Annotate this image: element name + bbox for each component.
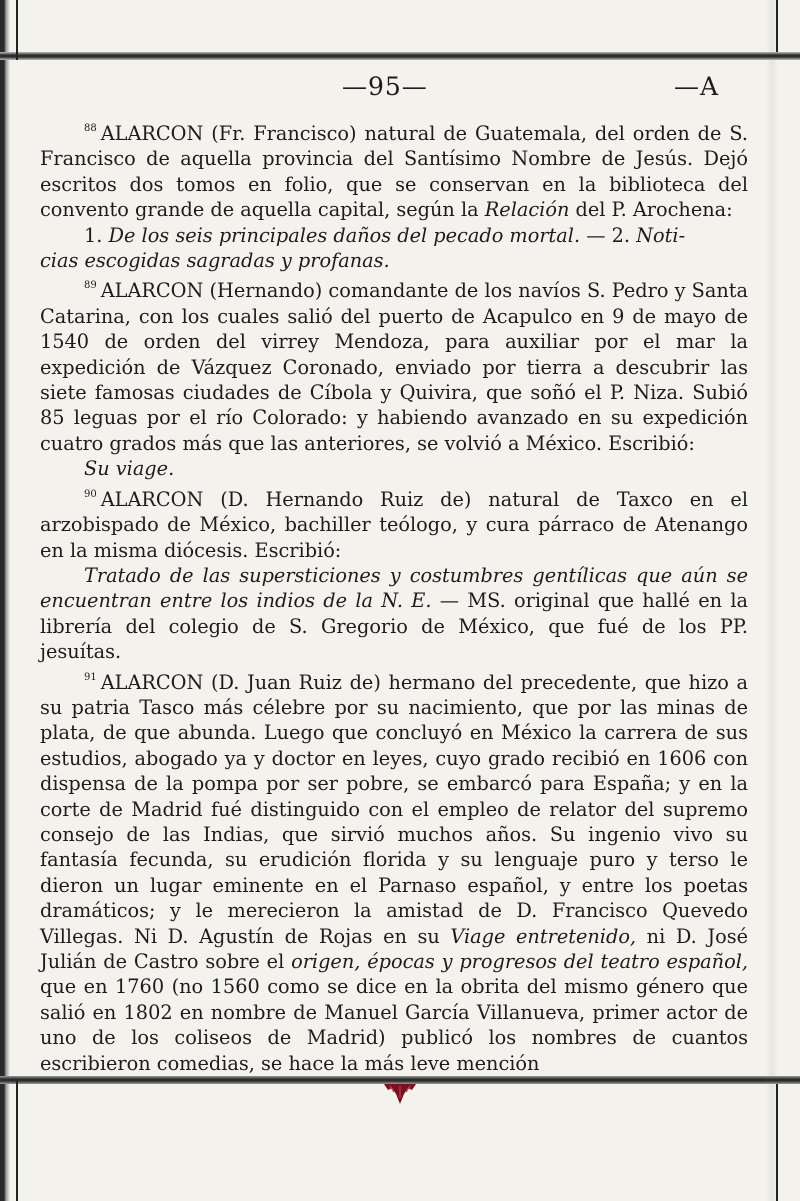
entry-90-work-tail: — MS. original que hallé en la librería del colegio de S. Gregorio de México, que fué de los PP. jesuítas. [40,589,748,664]
entry-90-work [40,563,748,665]
entry-number: 89 [84,280,97,292]
entry-88-works [40,223,748,274]
scan-edge-left [0,0,10,1201]
entry-88-works-sep: — 2. [580,223,637,247]
entry-number: 91 [84,671,97,683]
scan-edge-right [766,0,800,1201]
entry-88-work-2a: Noti- [636,223,686,247]
entry-89-text: ALARCON (Hernando) comandante de los navíos S. Pedro y Santa Catarina, con los cuales salió del puerto de Acapulco en 9 de mayo de 1540 de orden del virrey Mendoza, para auxiliar por el mar la expedición de Vázquez Coronado, enviado por tierra a descubrir las siete famosas ciudades de Cíbola y Quivira, que soñó el P. Niza. Subió 85 leguas por el río Colorado: y habiendo avanzado en su expedición cuatro grados más que las anteriores, se volvió a México. Escribió: [40,279,748,455]
entry-88-works-prefix: 1. [84,223,109,247]
scan-top-stub [16,0,18,60]
entry-88-line-3: Dejó escritos dos tomos en folio, que se conservan en la biblioteca del [40,147,748,196]
entry-91-text-1: ALARCON (D. Juan Ruiz de) hermano del precedente, que hizo a su patria Tasco más célebre por su nacimiento, que por las minas de plata, de que abunda. Luego que concluyó en México la carrera de sus estudios, abogado ya y doctor en leyes, cuyo grado recibió en 1606 con dispensa de la pompa por ser pobre, se embarcó para España; y en la corte de Madrid fué distinguido con el empleo de relator del supremo consejo de las Indias, que sirvió muchos años. Su ingenio vivo su fantasía fecunda, su erudición florida y su lenguaje puro y terso le dieron un lugar eminente en el Parnaso español, y entre los poetas dramáticos; y le merecieron la amistad de D. Francisco Quevedo Villegas. Ni D. Agustín de Rojas en su [40,670,748,948]
entry-88-line-2: de S. Francisco de aquella provincia del Santísimo Nombre de Jesús. [40,122,748,171]
page-body [40,116,748,1076]
entry-91-italic-2: origen, épocas y progresos del teatro español, [291,950,748,973]
entry-88-relacion: Relación [484,198,570,222]
entry-89 [40,273,748,456]
entry-90-text: ALARCON (D. Hernando Ruiz de) natural de Taxco en el arzobispado de México, bachiller teólogo, y cura párraco de Atenango en la misma diócesis. Escribió: [40,487,748,562]
entry-91-italic-1: Viage entretenido, [450,924,637,948]
library-seal-icon [382,1082,418,1106]
entry-89-work [40,456,748,481]
scan-bottom-stub [16,1080,18,1201]
entry-88-work-2b: cias escogidas sagradas y profanas. [40,249,390,273]
entry-91-text-3: que en 1760 (no 1560 como se dice en la obrita del mismo género que salió en 1802 en nombre de Manuel García Villanueva, primer actor de uno de los coliseos de Madrid) publicó los nombres de cuantos escribieron comedias, se hace la más leve mención [40,975,748,1075]
entry-number: 90 [84,488,97,500]
entry-90 [40,482,748,563]
entry-88 [40,116,748,223]
entry-91-text-2: ni D. José Julián de Castro sobre el [40,924,748,973]
section-letter: —A [674,72,720,101]
entry-90-work-title: Tratado de las supersticiones y costumbres gentílicas que aún se encuentran entre los indios de la N. E. [40,563,748,613]
entry-88-line-4: convento grande de aquella capital, según la [40,198,485,222]
entry-88-line-1: ALARCON (Fr. Francisco) natural de Guatemala, del orden [100,122,690,145]
page-header [0,68,800,108]
page-number: —95— [342,72,428,101]
entry-91 [40,665,748,1077]
entry-89-work-title: Su viage. [84,457,175,481]
entry-number: 88 [84,123,97,134]
scan-top-band [0,52,800,60]
entry-88-relacion-tail: del P. Arochena: [569,198,733,222]
entry-88-work-1: De los seis principales daños del pecado mortal. [108,223,581,247]
